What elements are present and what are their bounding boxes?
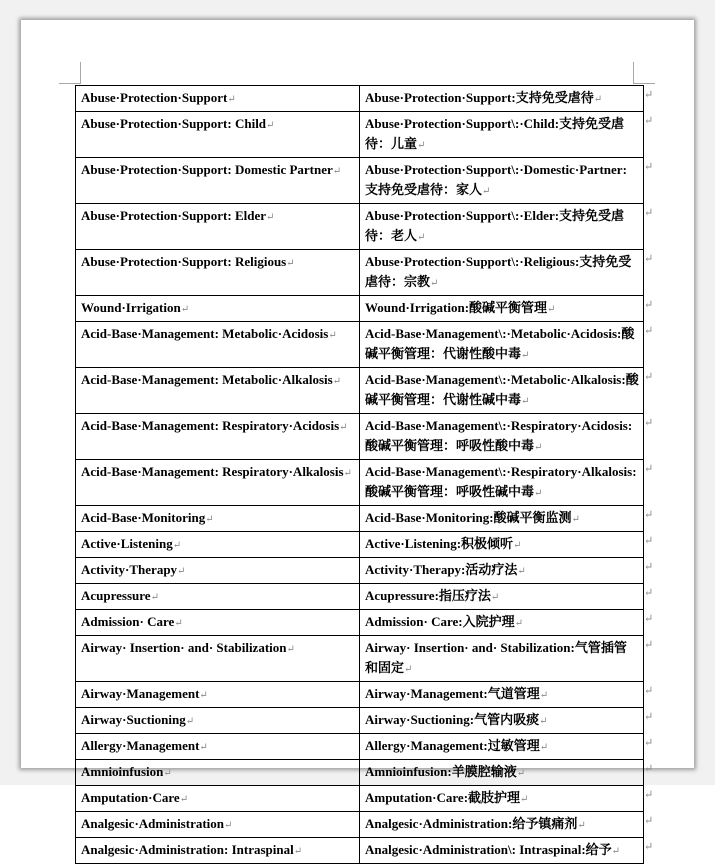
paragraph-mark-icon: ↵ xyxy=(404,664,413,675)
row-end-mark-icon: ↵ xyxy=(644,613,654,625)
row-end-mark-icon: ↵ xyxy=(644,207,654,219)
chinese-translation-text: Abuse·Protection·Support\:·Religious:支持免受虐待：宗教 xyxy=(365,254,632,289)
english-term-text: Active·Listening xyxy=(81,536,173,551)
english-term-text: Allergy·Management xyxy=(81,738,200,753)
chinese-translation-text: Acid-Base·Management\:·Respiratory·Acidosis:酸碱平衡管理：呼吸性酸中毒 xyxy=(365,418,633,453)
paragraph-mark-icon: ↵ xyxy=(199,742,208,753)
translation-table xyxy=(75,85,644,864)
english-term-cell[interactable] xyxy=(76,250,360,296)
english-term-text: Acid-Base·Management: Metabolic·Acidosis xyxy=(81,326,329,341)
chinese-translation-cell[interactable] xyxy=(360,812,644,838)
english-term-cell[interactable] xyxy=(76,558,360,584)
paragraph-mark-icon: ↵ xyxy=(593,94,603,105)
chinese-translation-text: Abuse·Protection·Support\:·Child:支持免受虐待：儿童 xyxy=(365,116,625,151)
chinese-translation-text: Analgesic·Administration\: Intraspinal:给予 xyxy=(365,842,612,857)
chinese-translation-text: Wound·Irrigation:酸碱平衡管理 xyxy=(365,300,548,315)
table-row xyxy=(76,812,644,838)
english-term-text: Acid-Base·Monitoring xyxy=(81,510,206,525)
row-end-mark-icon: ↵ xyxy=(644,737,654,749)
chinese-translation-cell[interactable] xyxy=(360,250,644,296)
english-term-cell[interactable] xyxy=(76,636,360,682)
table-row xyxy=(76,838,644,864)
english-term-text: Acid-Base·Management: Respiratory·Alkalosis xyxy=(81,464,344,479)
english-term-cell[interactable] xyxy=(76,460,360,506)
chinese-translation-text: Abuse·Protection·Support\:·Domestic·Partner:支持免受虐待：家人 xyxy=(365,162,627,197)
english-term-cell[interactable] xyxy=(76,368,360,414)
paragraph-mark-icon: ↵ xyxy=(332,166,342,177)
paragraph-mark-icon: ↵ xyxy=(417,232,426,243)
chinese-translation-cell[interactable] xyxy=(360,86,644,112)
paragraph-mark-icon: ↵ xyxy=(482,186,491,197)
english-term-cell[interactable] xyxy=(76,610,360,636)
table-row xyxy=(76,112,644,158)
paragraph-mark-icon: ↵ xyxy=(430,278,439,289)
chinese-translation-text: Acid-Base·Management\:·Metabolic·Acidosis:酸碱平衡管理：代谢性酸中毒 xyxy=(365,326,635,361)
row-end-mark-icon: ↵ xyxy=(644,89,654,101)
english-term-text: Analgesic·Administration: Intraspinal xyxy=(81,842,294,857)
chinese-translation-cell[interactable] xyxy=(360,610,644,636)
table-row xyxy=(76,506,644,532)
paragraph-mark-icon: ↵ xyxy=(266,212,275,223)
paragraph-mark-icon: ↵ xyxy=(343,468,352,479)
paragraph-mark-icon: ↵ xyxy=(547,304,556,315)
chinese-translation-text: Analgesic·Administration:给予镇痛剂 xyxy=(365,816,578,831)
english-term-text: Wound·Irrigation xyxy=(81,300,181,315)
paragraph-mark-icon: ↵ xyxy=(611,846,621,857)
table-row xyxy=(76,558,644,584)
english-term-text: Amputation·Care xyxy=(81,790,180,805)
english-term-cell[interactable] xyxy=(76,584,360,610)
chinese-translation-cell[interactable] xyxy=(360,460,644,506)
english-term-text: Activity·Therapy xyxy=(81,562,178,577)
table-row xyxy=(76,786,644,812)
paragraph-mark-icon: ↵ xyxy=(266,120,275,131)
paragraph-mark-icon: ↵ xyxy=(293,846,303,857)
paragraph-mark-icon: ↵ xyxy=(577,820,586,831)
chinese-translation-cell[interactable] xyxy=(360,414,644,460)
row-end-mark-icon: ↵ xyxy=(644,815,654,827)
table-row xyxy=(76,296,644,322)
table-row xyxy=(76,86,644,112)
crop-mark-top-right xyxy=(633,62,634,84)
chinese-translation-cell[interactable] xyxy=(360,368,644,414)
chinese-translation-cell[interactable] xyxy=(360,786,644,812)
paragraph-mark-icon: ↵ xyxy=(177,566,186,577)
translation-table-body xyxy=(76,86,644,864)
row-end-mark-icon: ↵ xyxy=(644,711,654,723)
english-term-cell[interactable] xyxy=(76,532,360,558)
paragraph-mark-icon: ↵ xyxy=(534,488,543,499)
table-row xyxy=(76,760,644,786)
paragraph-mark-icon: ↵ xyxy=(539,690,549,701)
paragraph-mark-icon: ↵ xyxy=(180,304,190,315)
row-end-mark-icon: ↵ xyxy=(644,463,654,475)
paragraph-mark-icon: ↵ xyxy=(286,258,295,269)
paragraph-mark-icon: ↵ xyxy=(224,820,233,831)
english-term-cell[interactable] xyxy=(76,760,360,786)
chinese-translation-text: Amputation·Care:截肢护理 xyxy=(365,790,521,805)
table-row xyxy=(76,532,644,558)
chinese-translation-text: Admission· Care:入院护理 xyxy=(365,614,515,629)
chinese-translation-text: Acupressure:指压疗法 xyxy=(365,588,491,603)
english-term-cell[interactable] xyxy=(76,838,360,864)
table-row xyxy=(76,204,644,250)
chinese-translation-cell[interactable] xyxy=(360,204,644,250)
chinese-translation-text: Acid-Base·Monitoring:酸碱平衡监测 xyxy=(365,510,572,525)
chinese-translation-cell[interactable] xyxy=(360,584,644,610)
table-row xyxy=(76,610,644,636)
paragraph-mark-icon: ↵ xyxy=(185,716,195,727)
row-end-mark-icon: ↵ xyxy=(644,763,654,775)
english-term-text: Admission· Care xyxy=(81,614,175,629)
english-term-cell[interactable] xyxy=(76,786,360,812)
paragraph-mark-icon: ↵ xyxy=(328,330,337,341)
row-end-mark-icon: ↵ xyxy=(644,535,654,547)
english-term-text: Amnioinfusion xyxy=(81,764,164,779)
paragraph-mark-icon: ↵ xyxy=(517,566,526,577)
paragraph-mark-icon: ↵ xyxy=(179,794,189,805)
chinese-translation-cell[interactable] xyxy=(360,734,644,760)
english-term-text: Analgesic·Administration xyxy=(81,816,225,831)
chinese-translation-text: Airway· Insertion· and· Stabilization:气管插管和固定 xyxy=(365,640,627,675)
english-term-cell[interactable] xyxy=(76,506,360,532)
paragraph-mark-icon: ↵ xyxy=(534,442,543,453)
paragraph-mark-icon: ↵ xyxy=(417,140,426,151)
row-end-mark-icon: ↵ xyxy=(644,115,654,127)
table-row xyxy=(76,368,644,414)
english-term-text: Abuse·Protection·Support: Religious xyxy=(81,254,287,269)
english-term-cell[interactable] xyxy=(76,86,360,112)
paragraph-mark-icon: ↵ xyxy=(339,422,348,433)
chinese-translation-text: Abuse·Protection·Support\:·Elder:支持免受虐待：老人 xyxy=(365,208,625,243)
paragraph-mark-icon: ↵ xyxy=(286,644,295,655)
chinese-translation-cell[interactable] xyxy=(360,838,644,864)
english-term-cell[interactable] xyxy=(76,414,360,460)
english-term-cell[interactable] xyxy=(76,158,360,204)
english-term-cell[interactable] xyxy=(76,682,360,708)
row-end-mark-icon: ↵ xyxy=(644,161,654,173)
paragraph-mark-icon: ↵ xyxy=(571,514,580,525)
english-term-cell[interactable] xyxy=(76,322,360,368)
paragraph-mark-icon: ↵ xyxy=(521,396,530,407)
table-row xyxy=(76,322,644,368)
crop-mark-top-right-h xyxy=(633,83,655,84)
chinese-translation-text: Airway·Suctioning:气管内吸痰 xyxy=(365,712,540,727)
english-term-text: Airway·Suctioning xyxy=(81,712,186,727)
english-term-text: Abuse·Protection·Support xyxy=(81,90,228,105)
table-row xyxy=(76,460,644,506)
chinese-translation-cell[interactable] xyxy=(360,636,644,682)
english-term-text: Acupressure xyxy=(81,588,151,603)
chinese-translation-cell[interactable] xyxy=(360,112,644,158)
chinese-translation-cell[interactable] xyxy=(360,708,644,734)
row-end-mark-icon: ↵ xyxy=(644,561,654,573)
chinese-translation-cell[interactable] xyxy=(360,506,644,532)
row-end-mark-icon: ↵ xyxy=(644,325,654,337)
chinese-translation-text: Abuse·Protection·Support:支持免受虐待 xyxy=(365,90,594,105)
english-term-cell[interactable] xyxy=(76,734,360,760)
paragraph-mark-icon: ↵ xyxy=(199,690,208,701)
chinese-translation-text: Active·Listening:积极倾听 xyxy=(365,536,514,551)
table-row xyxy=(76,708,644,734)
table-row xyxy=(76,158,644,204)
english-term-cell[interactable] xyxy=(76,812,360,838)
english-term-text: Abuse·Protection·Support: Child xyxy=(81,116,267,131)
paragraph-mark-icon: ↵ xyxy=(163,768,172,779)
english-term-cell[interactable] xyxy=(76,112,360,158)
english-term-text: Acid-Base·Management: Metabolic·Alkalosis xyxy=(81,372,333,387)
english-term-cell[interactable] xyxy=(76,708,360,734)
paragraph-mark-icon: ↵ xyxy=(516,768,526,779)
chinese-translation-cell[interactable] xyxy=(360,532,644,558)
chinese-translation-cell[interactable] xyxy=(360,760,644,786)
table-row xyxy=(76,414,644,460)
row-end-mark-icon: ↵ xyxy=(644,639,654,651)
chinese-translation-text: Allergy·Management:过敏管理 xyxy=(365,738,540,753)
paragraph-mark-icon: ↵ xyxy=(539,716,548,727)
chinese-translation-text: Activity·Therapy:活动疗法 xyxy=(365,562,518,577)
row-end-mark-icon: ↵ xyxy=(644,299,654,311)
english-term-text: Abuse·Protection·Support: Elder xyxy=(81,208,267,223)
paragraph-mark-icon: ↵ xyxy=(514,618,524,629)
crop-mark-top-left-h xyxy=(59,83,81,84)
table-row xyxy=(76,584,644,610)
english-term-text: Airway· Insertion· and· Stabilization xyxy=(81,640,287,655)
paragraph-mark-icon: ↵ xyxy=(490,592,500,603)
chinese-translation-cell[interactable] xyxy=(360,558,644,584)
row-end-mark-icon: ↵ xyxy=(644,685,654,697)
chinese-translation-text: Acid-Base·Management\:·Respiratory·Alkalosis:酸碱平衡管理：呼吸性碱中毒 xyxy=(365,464,637,499)
english-term-cell[interactable] xyxy=(76,204,360,250)
paragraph-mark-icon: ↵ xyxy=(172,540,182,551)
table-row xyxy=(76,682,644,708)
english-term-text: Abuse·Protection·Support: Domestic Partner xyxy=(81,162,333,177)
row-end-mark-icon: ↵ xyxy=(644,509,654,521)
paragraph-mark-icon: ↵ xyxy=(520,794,529,805)
paragraph-mark-icon: ↵ xyxy=(539,742,549,753)
crop-mark-top-left xyxy=(80,62,81,84)
paragraph-mark-icon: ↵ xyxy=(150,592,159,603)
paragraph-mark-icon: ↵ xyxy=(521,350,530,361)
table-row xyxy=(76,734,644,760)
english-term-text: Acid-Base·Management: Respiratory·Acidosis xyxy=(81,418,340,433)
chinese-translation-cell[interactable] xyxy=(360,322,644,368)
row-end-mark-icon: ↵ xyxy=(644,841,654,853)
paragraph-mark-icon: ↵ xyxy=(174,618,183,629)
paragraph-mark-icon: ↵ xyxy=(227,94,236,105)
row-end-mark-icon: ↵ xyxy=(644,417,654,429)
table-row xyxy=(76,250,644,296)
paragraph-mark-icon: ↵ xyxy=(513,540,522,551)
chinese-translation-cell[interactable] xyxy=(360,158,644,204)
row-end-mark-icon: ↵ xyxy=(644,789,654,801)
chinese-translation-text: Airway·Management:气道管理 xyxy=(365,686,540,701)
paragraph-mark-icon: ↵ xyxy=(205,514,214,525)
paragraph-mark-icon: ↵ xyxy=(332,376,342,387)
chinese-translation-cell[interactable] xyxy=(360,296,644,322)
chinese-translation-text: Acid-Base·Management\:·Metabolic·Alkalosis:酸碱平衡管理：代谢性碱中毒 xyxy=(365,372,639,407)
english-term-cell[interactable] xyxy=(76,296,360,322)
table-row xyxy=(76,636,644,682)
row-end-mark-icon: ↵ xyxy=(644,253,654,265)
document-page xyxy=(21,20,694,857)
english-term-text: Airway·Management xyxy=(81,686,200,701)
row-end-mark-icon: ↵ xyxy=(644,587,654,599)
chinese-translation-cell[interactable] xyxy=(360,682,644,708)
row-end-mark-icon: ↵ xyxy=(644,371,654,383)
chinese-translation-text: Amnioinfusion:羊膜腔输液 xyxy=(365,764,517,779)
